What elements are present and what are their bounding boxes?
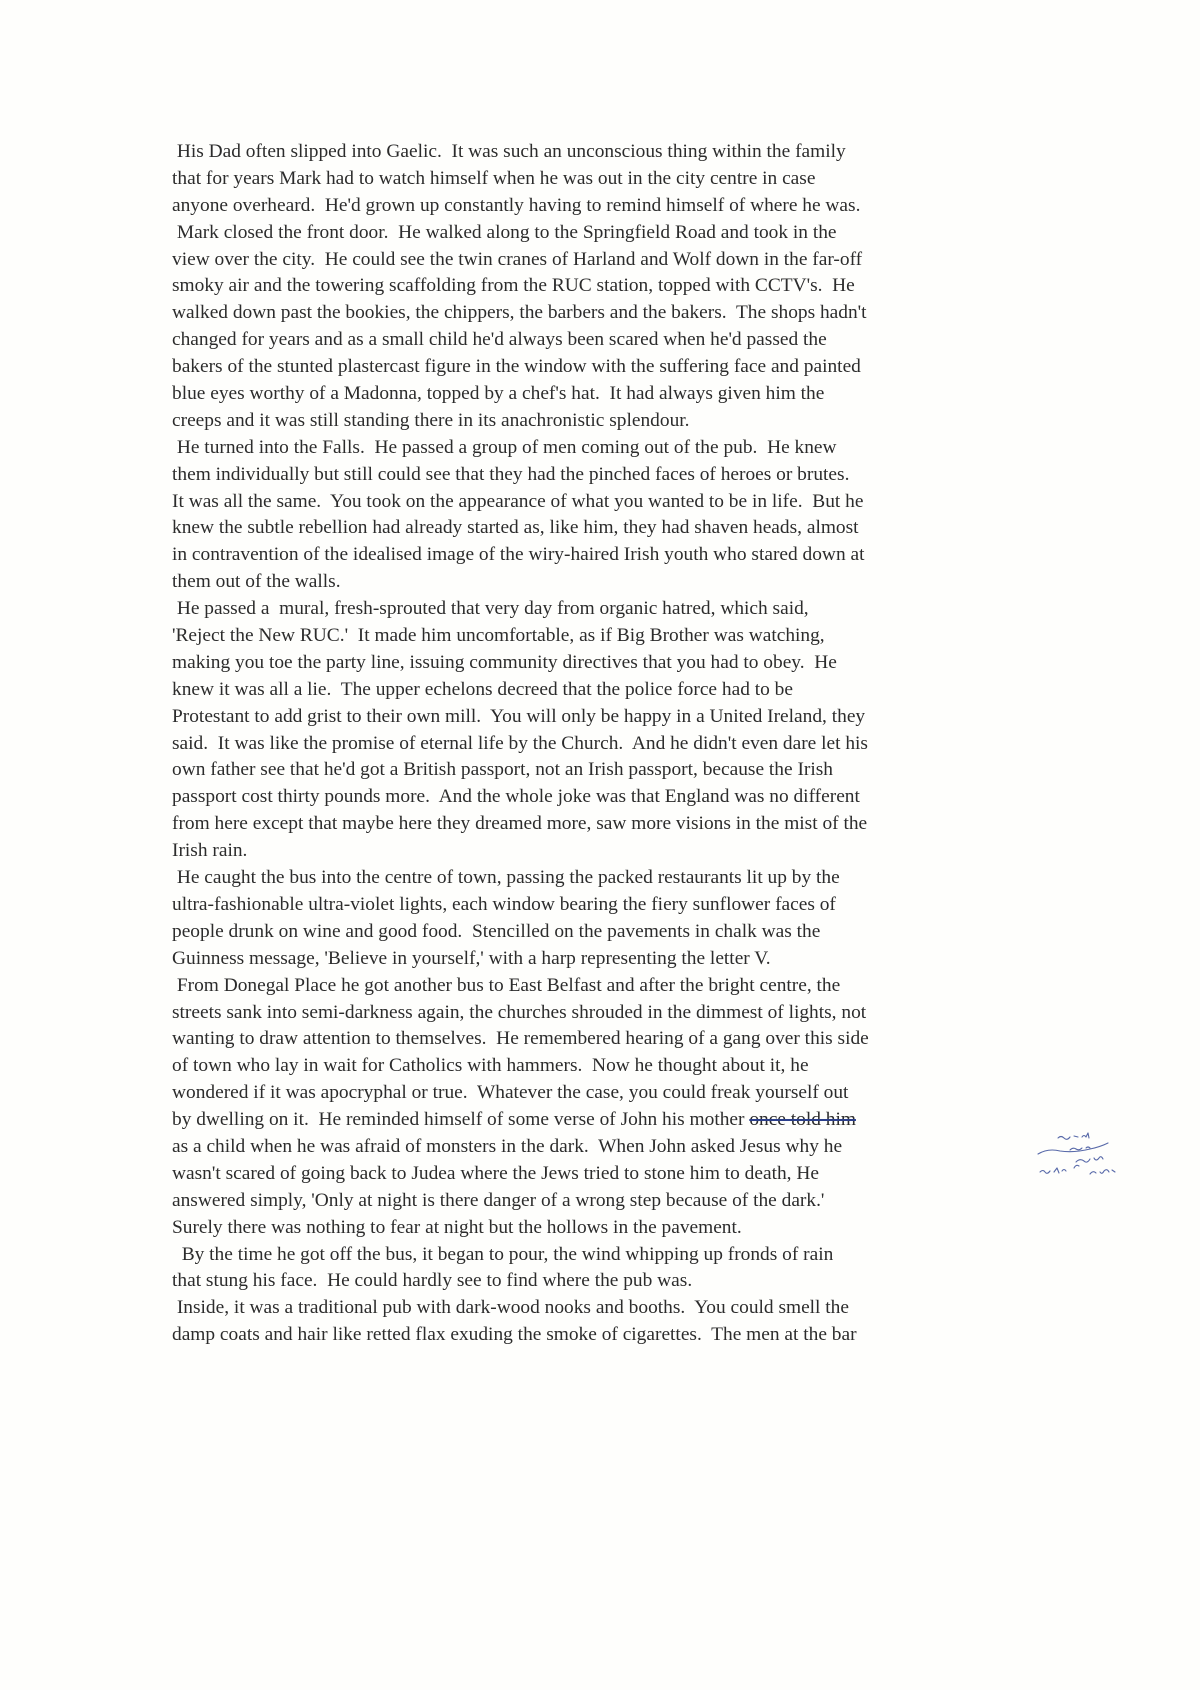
text-line: people drunk on wine and good food. Stencilled on the pavements in chalk was the — [172, 920, 821, 942]
text-line: damp coats and hair like retted flax exuding the smoke of cigarettes. The men at the bar — [172, 1324, 857, 1346]
text-line: He turned into the Falls. He passed a group of men coming out of the pub. He knew — [172, 436, 837, 458]
text-line: He passed a mural, fresh-sprouted that very day from organic hatred, which said, — [172, 598, 809, 620]
text-line: creeps and it was still standing there in its anachronistic splendour. — [172, 409, 690, 431]
text-line: them out of the walls. — [172, 571, 341, 593]
text-line: Protestant to add grist to their own mill. You will only be happy in a United Ireland, they — [172, 705, 866, 727]
text-line: bakers of the stunted plastercast figure in the window with the suffering face and painted — [172, 356, 861, 378]
text-line: wanting to draw attention to themselves. He remembered hearing of a gang over this side — [172, 1028, 869, 1050]
text-line: in contravention of the idealised image of the wiry-haired Irish youth who stared down at — [172, 544, 865, 566]
text-line: Mark closed the front door. He walked along to the Springfield Road and took in the — [172, 221, 837, 243]
text-line: answered simply, 'Only at night is there danger of a wrong step because of the dark.' — [172, 1189, 825, 1211]
text-line: ultra-fashionable ultra-violet lights, each window bearing the fiery sunflower faces of — [172, 893, 836, 915]
text-line: 'Reject the New RUC.' It made him uncomfortable, as if Big Brother was watching, — [172, 625, 825, 647]
text-line: Guinness message, 'Believe in yourself,' with a harp representing the letter V. — [172, 947, 771, 969]
text-line: that stung his face. He could hardly see to find where the pub was. — [172, 1270, 693, 1292]
text-line: blue eyes worthy of a Madonna, topped by a chef's hat. It had always given him the — [172, 383, 825, 405]
text-line: Surely there was nothing to fear at night but the hollows in the pavement. — [172, 1216, 742, 1238]
text-line: making you toe the party line, issuing community directives that you had to obey. He — [172, 651, 837, 673]
text-line: streets sank into semi-darkness again, the churches shrouded in the dimmest of lights, not — [172, 1001, 867, 1023]
text-line: wasn't scared of going back to Judea where the Jews tried to stone him to death, He — [172, 1162, 819, 1184]
text-line: His Dad often slipped into Gaelic. It was such an unconscious thing within the family — [172, 141, 846, 162]
text-line: wondered if it was apocryphal or true. Whatever the case, you could freak yourself out — [172, 1082, 849, 1104]
text-line: By the time he got off the bus, it began to pour, the wind whipping up fronds of rain — [172, 1243, 834, 1265]
body-text — [172, 139, 1052, 1349]
text-line: by dwelling on it. He reminded himself of some verse of John his mother once told him — [172, 1109, 856, 1131]
text-line: own father see that he'd got a British passport, not an Irish passport, because the Irish — [172, 759, 833, 781]
text-line: smoky air and the towering scaffolding from the RUC station, topped with CCTV's. He — [172, 275, 855, 297]
handwritten-scribble-icon — [1030, 1128, 1160, 1198]
text-line: from here except that maybe here they dreamed more, saw more visions in the mist of the — [172, 813, 868, 835]
text-line: passport cost thirty pounds more. And the whole joke was that England was no different — [172, 786, 860, 808]
text-line: changed for years and as a small child he'd always been scared when he'd passed the — [172, 329, 827, 351]
text-line: that for years Mark had to watch himself when he was out in the city centre in case — [172, 167, 816, 189]
text-line: It was all the same. You took on the appearance of what you wanted to be in life. But he — [172, 490, 864, 512]
text-line: knew the subtle rebellion had already started as, like him, they had shaven heads, almost — [172, 517, 859, 539]
text-line: view over the city. He could see the twin cranes of Harland and Wolf down in the far-off — [172, 248, 863, 270]
handwritten-margin-note — [1030, 1128, 1160, 1198]
text-line: knew it was all a lie. The upper echelons decreed that the police force had to be — [172, 678, 793, 700]
text-line: anyone overheard. He'd grown up constantly having to remind himself of where he was. — [172, 194, 861, 216]
text-line: as a child when he was afraid of monsters in the dark. When John asked Jesus why he — [172, 1135, 843, 1157]
text-line: of town who lay in wait for Catholics with hammers. Now he thought about it, he — [172, 1055, 809, 1077]
text-line: them individually but still could see that they had the pinched faces of heroes or brutes. — [172, 463, 850, 485]
struck-through-text: once told him — [749, 1109, 856, 1131]
text-line: Inside, it was a traditional pub with dark-wood nooks and booths. You could smell the — [172, 1297, 849, 1319]
text-line: said. It was like the promise of eternal life by the Church. And he didn't even dare let his — [172, 732, 868, 754]
text-line: walked down past the bookies, the chippers, the barbers and the bakers. The shops hadn't — [172, 302, 867, 324]
text-line: He caught the bus into the centre of town, passing the packed restaurants lit up by the — [172, 867, 840, 889]
text-line: Irish rain. — [172, 840, 248, 862]
text-line: From Donegal Place he got another bus to East Belfast and after the bright centre, the — [172, 974, 841, 996]
